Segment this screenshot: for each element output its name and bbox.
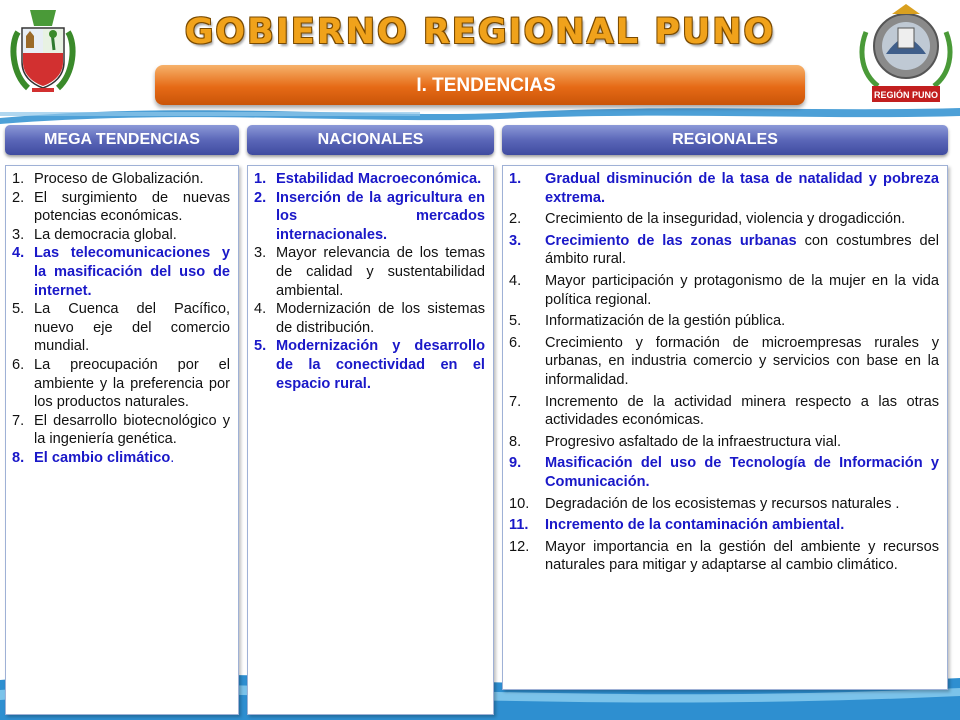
section-subtitle-bar	[155, 65, 805, 105]
list-item-main-text: Mayor relevancia de los temas de calidad y sustentabilidad ambiental.	[276, 245, 485, 299]
list-item-main-text: Crecimiento y formación de microempresas rurales y urbanas, en industria comercio y servicios con base en la informalidad.	[545, 334, 939, 388]
list-item-main-text: Masificación del uso de Tecnología de Información y Comunicación.	[545, 455, 939, 490]
list-item-number: 12.	[509, 538, 530, 555]
list-item-number: 2.	[12, 189, 25, 206]
list-item-text	[545, 210, 939, 229]
list-item	[12, 412, 230, 449]
list-item-text	[34, 412, 230, 449]
list-item	[254, 300, 485, 337]
list-item-number: 6.	[509, 334, 522, 351]
section-subtitle: I. TENDENCIAS	[416, 75, 556, 96]
list-item-number: 8.	[12, 449, 25, 466]
list-item-main-text: El cambio climático	[34, 449, 171, 466]
list-item-main-text: Mayor participación y protagonismo de la mujer en la vida política regional.	[545, 272, 939, 308]
list-item-main-text: Proceso de Globalización.	[34, 171, 204, 187]
list-item-main-text: Crecimiento de las zonas urbanas	[545, 232, 797, 249]
list-item-main-text: Modernización y desarrollo de la conectividad en el espacio rural.	[276, 338, 485, 392]
mega-tendencias-list	[12, 170, 230, 468]
list-item	[509, 170, 939, 207]
list-item-text	[34, 226, 230, 245]
list-item-main-text: Incremento de la contaminación ambiental.	[545, 517, 845, 534]
list-item-text	[545, 495, 939, 514]
list-item	[509, 232, 939, 269]
list-item-text	[276, 244, 485, 300]
list-item-number: 4.	[12, 245, 25, 262]
list-item	[509, 538, 939, 575]
list-item-tail-text: con costumbres del ámbito rural.	[545, 232, 939, 268]
list-item-main-text: Mayor importancia en la gestión del ambiente y recursos naturales para mitigar y adaptarse al cambio climático.	[545, 538, 939, 574]
list-item-number: 8.	[509, 433, 522, 450]
list-item-number: 4.	[254, 301, 267, 318]
list-item-number: 4.	[509, 272, 522, 289]
list-item-number: 7.	[12, 412, 25, 429]
list-item-number: 3.	[509, 232, 522, 249]
list-item-text	[276, 189, 485, 245]
peru-coat-of-arms-emblem	[8, 4, 78, 96]
list-item-text	[276, 300, 485, 337]
list-item-main-text: Crecimiento de la inseguridad, violencia y drogadicción.	[545, 211, 906, 228]
list-item-number: 3.	[254, 245, 267, 262]
list-item-number: 2.	[509, 211, 522, 228]
list-item-text	[34, 170, 230, 189]
list-item	[12, 449, 230, 468]
list-item-text	[34, 300, 230, 356]
list-item-text	[545, 433, 939, 452]
regionales-list	[509, 170, 939, 575]
list-item-text	[545, 312, 939, 331]
list-item-text	[545, 334, 939, 390]
list-item	[509, 516, 939, 535]
nacionales-list-box	[247, 165, 494, 715]
list-item	[12, 170, 230, 189]
list-item-text	[545, 232, 939, 269]
list-item-text	[276, 337, 485, 393]
list-item-main-text: Progresivo asfaltado de la infraestructura vial.	[545, 433, 842, 450]
list-item-text	[545, 538, 939, 575]
list-item	[254, 170, 485, 189]
list-item-number: 5.	[12, 301, 25, 318]
list-item-main-text: El desarrollo biotecnológico y la ingeniería genética.	[34, 412, 230, 448]
list-item-main-text: Estabilidad Macroeconómica.	[276, 171, 482, 187]
list-item-main-text: La Cuenca del Pacífico, nuevo eje del comercio mundial.	[34, 301, 230, 355]
list-item	[254, 337, 485, 393]
list-item-tail-text: .	[170, 449, 175, 466]
list-item-main-text: Degradación de los ecosistemas y recursos naturales .	[545, 495, 900, 512]
region-puno-label: REGIÓN PUNO	[873, 90, 939, 100]
list-item	[12, 300, 230, 356]
list-item-number: 1.	[509, 171, 522, 187]
list-item-number: 7.	[509, 393, 522, 410]
list-item-text	[545, 393, 939, 430]
list-item-text	[34, 189, 230, 226]
column-header-regionales: REGIONALES	[502, 125, 948, 155]
list-item-text	[276, 170, 485, 189]
list-item	[509, 433, 939, 452]
list-item	[254, 189, 485, 245]
list-item-number: 6.	[12, 356, 25, 373]
list-item-number: 10.	[509, 495, 530, 512]
list-item-text	[34, 244, 230, 300]
list-item-number: 9.	[509, 455, 522, 472]
list-item-main-text: Modernización de los sistemas de distribución.	[276, 301, 485, 336]
list-item-number: 1.	[12, 171, 25, 187]
list-item	[12, 189, 230, 226]
list-item	[509, 272, 939, 309]
list-item-main-text: El surgimiento de nuevas potencias económicas.	[34, 189, 230, 225]
list-item-text	[545, 272, 939, 309]
list-item-number: 11.	[509, 517, 529, 534]
list-item-number: 3.	[12, 226, 25, 243]
list-item-text	[545, 170, 939, 207]
column-header-nacionales: NACIONALES	[247, 125, 494, 155]
nacionales-list	[254, 170, 485, 393]
list-item	[254, 244, 485, 300]
list-item	[509, 454, 939, 491]
list-item-main-text: Inserción de la agricultura en los mercados internacionales.	[276, 189, 485, 243]
list-item-main-text: Informatización de la gestión pública.	[545, 313, 786, 330]
list-item	[509, 393, 939, 430]
list-item	[12, 226, 230, 245]
list-item-number: 2.	[254, 189, 267, 206]
list-item-text	[34, 356, 230, 412]
mega-tendencias-list-box	[5, 165, 239, 715]
region-puno-emblem	[858, 2, 954, 106]
page-title: GOBIERNO REGIONAL PUNO	[184, 12, 776, 52]
list-item	[12, 356, 230, 412]
list-item-main-text: Las telecomunicaciones y la masificación del uso de internet.	[34, 245, 230, 299]
list-item	[509, 495, 939, 514]
column-header-mega-tendencias: MEGA TENDENCIAS	[5, 125, 239, 155]
list-item-main-text: La preocupación por el ambiente y la preferencia por los productos naturales.	[34, 356, 230, 411]
list-item-main-text: La democracia global.	[34, 226, 177, 243]
list-item	[509, 334, 939, 390]
list-item-text	[34, 449, 230, 468]
list-item	[509, 312, 939, 331]
list-item-number: 5.	[254, 338, 267, 355]
list-item	[12, 244, 230, 300]
list-item-number: 1.	[254, 171, 267, 187]
regionales-list-box	[502, 165, 948, 690]
list-item-text	[545, 454, 939, 491]
list-item	[509, 210, 939, 229]
list-item-text	[545, 516, 939, 535]
list-item-main-text: Gradual disminución de la tasa de natalidad y pobreza extrema.	[545, 171, 939, 206]
list-item-main-text: Incremento de la actividad minera respecto a las otras actividades económicas.	[545, 393, 939, 429]
list-item-number: 5.	[509, 313, 522, 330]
